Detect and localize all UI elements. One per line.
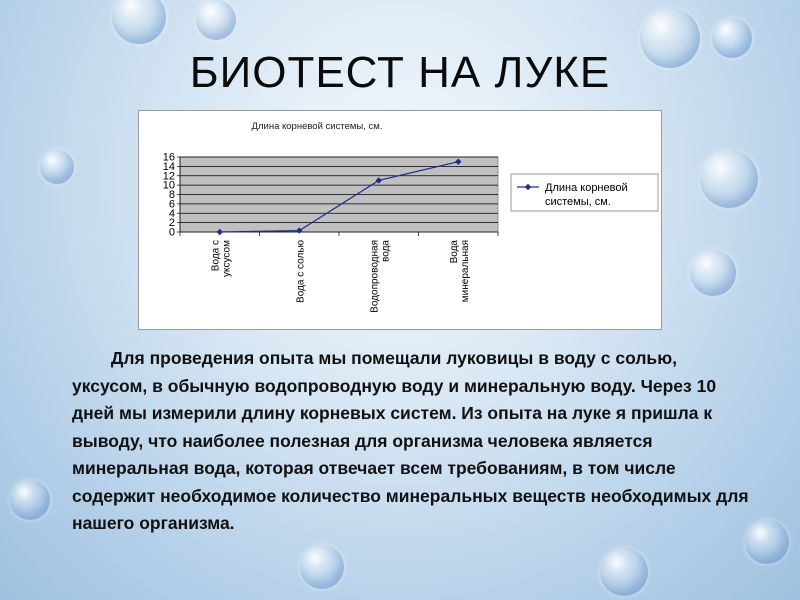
x-tick-label: минеральная <box>459 240 471 303</box>
legend-label: системы, см. <box>545 196 611 208</box>
y-tick-label: 10 <box>162 179 175 192</box>
bubble-decoration <box>300 545 344 589</box>
chart-container <box>138 110 662 330</box>
bubble-decoration <box>196 0 236 40</box>
x-tick-label: Водопроводная <box>369 240 381 313</box>
x-tick-label: вода <box>380 240 392 262</box>
description-paragraph: Для проведения опыта мы помещали луковицы в воду с солью, уксусом, в обычную водопроводную воду и минеральную воду. Через 10 дней мы измерили длину корневых систем. Из опыта на луке я пришла к выводу, что наиболее полезная для организма человека является минеральная вода, которая отвечает всем требованиям, в том числе содержит необходимое количество минеральных веществ необходимых для нашего организма. <box>72 348 754 533</box>
bubble-decoration <box>600 548 648 596</box>
line-chart <box>139 111 661 329</box>
chart-title: Длина корневой системы, см. <box>251 121 383 132</box>
y-tick-label: 4 <box>168 207 175 220</box>
y-tick-label: 0 <box>168 226 175 239</box>
x-tick-label: Вода с <box>210 240 222 272</box>
bubble-decoration <box>10 480 50 520</box>
x-tick-label: уксусом <box>221 240 233 277</box>
bubble-decoration <box>40 150 74 184</box>
y-tick-label: 2 <box>168 217 175 230</box>
y-tick-label: 12 <box>162 170 175 183</box>
x-tick-label: Вода <box>448 240 460 264</box>
y-tick-label: 14 <box>162 160 175 173</box>
bubble-decoration <box>690 250 736 296</box>
bubble-decoration <box>700 150 758 208</box>
slide-title: БИОТЕСТ НА ЛУКЕ <box>189 48 611 97</box>
y-tick-label: 16 <box>162 151 175 164</box>
y-tick-label: 6 <box>168 198 175 211</box>
legend-label: Длина корневой <box>545 182 628 194</box>
bubble-decoration <box>112 0 166 44</box>
y-tick-label: 8 <box>168 189 175 201</box>
x-tick-label: Вода с солью <box>295 240 307 303</box>
